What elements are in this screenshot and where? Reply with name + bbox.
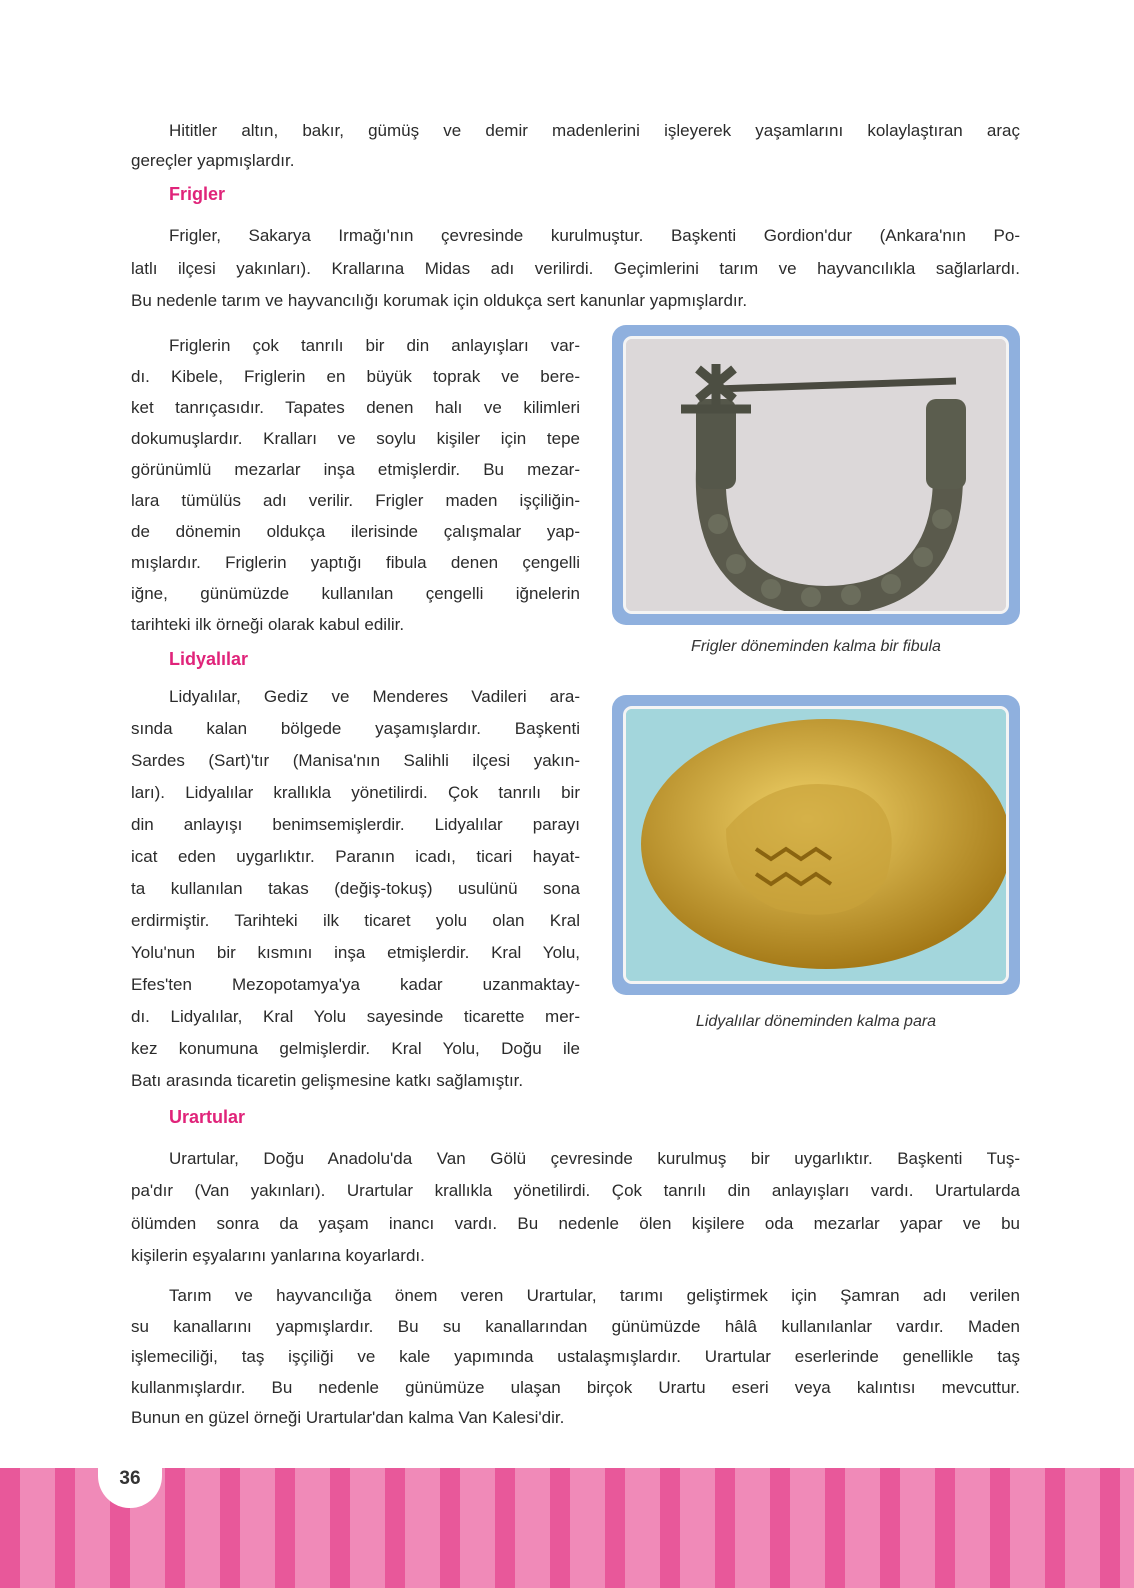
text-line: Sardes (Sart)'tır (Manisa'nın Salihli ilçesi yakın- xyxy=(131,751,580,770)
text-line: ölümden sonra da yaşam inancı vardı. Bu nedenle ölen kişilere oda mezarlar yapar ve bu xyxy=(131,1213,1020,1233)
text-line: iğne, günümüzde kullanılan çengelli iğnelerin xyxy=(131,584,580,603)
text-line: kez konumuna gelmişlerdir. Kral Yolu, Doğu ile xyxy=(131,1039,580,1058)
text-line: Batı arasında ticaretin gelişmesine katkı sağlamıştır. xyxy=(131,1071,524,1090)
text-line: Friglerin çok tanrılı bir din anlayışları var- xyxy=(169,336,580,355)
text-line: Lidyalılar, Gediz ve Menderes Vadileri ara- xyxy=(169,687,580,706)
text-line: su kanallarını yapmışlardır. Bu su kanallarından günümüzde hâlâ kullanılanlar vardır. Maden xyxy=(131,1316,1020,1336)
fibula-figure xyxy=(612,325,1020,625)
coin-image xyxy=(626,709,1006,981)
text-line: gereçler yapmışlardır. xyxy=(131,151,295,170)
text-line: Urartular, Doğu Anadolu'da Van Gölü çevresinde kurulmuş bir uygarlıktır. Başkenti Tuş- xyxy=(169,1149,1020,1168)
text-line: Bu nedenle tarım ve hayvancılığı korumak için oldukça sert kanunlar yapmışlardır. xyxy=(131,291,748,310)
text-line: görünümlü mezarlar inşa etmişlerdir. Bu mezar- xyxy=(131,460,580,479)
intro-paragraph xyxy=(131,116,1020,176)
text-line: kullanmışlardır. Bu nedenle günümüze ulaşan birçok Urartu eseri veya kalıntısı mevcuttur. xyxy=(131,1377,1020,1397)
text-line: Bunun en güzel örneği Urartular'dan kalma Van Kalesi'dir. xyxy=(131,1408,565,1427)
text-line: Efes'ten Mezopotamya'ya kadar uzanmaktay- xyxy=(131,975,580,994)
text-line: icat eden uygarlıktır. Paranın icadı, ticari hayat- xyxy=(131,847,580,866)
fibula-image xyxy=(626,339,1006,611)
text-line: kişilerin eşyalarını yanlarına koyarlardı. xyxy=(131,1245,425,1265)
text-line: ket tanrıçasıdır. Tapates denen halı ve kilimleri xyxy=(131,398,580,417)
text-line: dokumuşlardır. Kralları ve soylu kişiler için tepe xyxy=(131,429,580,448)
coin-caption: Lidyalılar döneminden kalma para xyxy=(695,1013,937,1030)
heading-urartular: Urartular xyxy=(169,1107,246,1127)
text-line: işlemeciliği, taş işçiliği ve kale yapımında ustalaşmışlardır. Urartular eserlerinde genellikle taş xyxy=(131,1347,1020,1366)
heading-lidyalilar: Lidyalılar xyxy=(169,649,249,669)
text-line: lara tümülüs adı verilir. Frigler maden işçiliğin- xyxy=(131,491,580,510)
urartular-paragraph-2 xyxy=(131,1281,1020,1434)
text-line: de dönemin oldukça ilerisinde çalışmalar yap- xyxy=(131,522,580,541)
text-line: Frigler, Sakarya Irmağı'nın çevresinde kurulmuştur. Başkenti Gordion'dur (Ankara'nın Po- xyxy=(169,226,1020,245)
text-line: ta kullanılan takas (değiş-tokuş) usulünü sona xyxy=(131,879,580,898)
lidyalilar-paragraph xyxy=(131,681,580,1097)
text-line: sında kalan bölgede yaşamışlardır. Başkenti xyxy=(131,719,580,738)
page-number: 36 xyxy=(98,1448,162,1508)
text-line: erdirmiştir. Tarihteki ilk ticaret yolu olan Kral xyxy=(131,911,580,930)
frigler-paragraph-1 xyxy=(131,220,1020,318)
text-line: mışlardır. Friglerin yaptığı fibula denen çengelli xyxy=(131,553,580,572)
text-line: tarihteki ilk örneği olarak kabul edilir. xyxy=(131,615,405,634)
text-line: dı. Lidyalılar, Kral Yolu sayesinde ticarette mer- xyxy=(131,1007,580,1026)
text-line: Hititler altın, bakır, gümüş ve demir madenlerini işleyerek yaşamlarını kolaylaştıran araç xyxy=(169,121,1020,140)
text-line: ları). Lidyalılar krallıkla yönetilirdi. Çok tanrılı bir xyxy=(131,783,580,802)
text-line: dı. Kibele, Friglerin en büyük toprak ve bere- xyxy=(131,367,580,386)
heading-frigler: Frigler xyxy=(169,184,226,204)
text-line: latlı ilçesi yakınları). Krallarına Midas adı verilirdi. Geçimlerini tarım ve hayvancılıkla sağlarlardı. xyxy=(131,258,1020,278)
text-line: Yolu'nun bir kısmını inşa etmişlerdir. Kral Yolu, xyxy=(131,943,580,962)
text-line: pa'dır (Van yakınları). Urartular krallıkla yönetilirdi. Çok tanrılı din anlayışları vardı. Urartularda xyxy=(131,1181,1020,1201)
footer-stripes xyxy=(0,1468,1134,1588)
text-line: Tarım ve hayvancılığa önem veren Urartular, tarımı geliştirmek için Şamran adı verilen xyxy=(169,1286,1020,1305)
frigler-paragraph-2 xyxy=(131,330,580,640)
coin-figure xyxy=(612,695,1020,995)
text-line: din anlayışı benimsemişlerdir. Lidyalılar parayı xyxy=(131,815,580,834)
urartular-paragraph-1 xyxy=(131,1143,1020,1272)
fibula-caption: Frigler döneminden kalma bir fibula xyxy=(691,638,941,655)
